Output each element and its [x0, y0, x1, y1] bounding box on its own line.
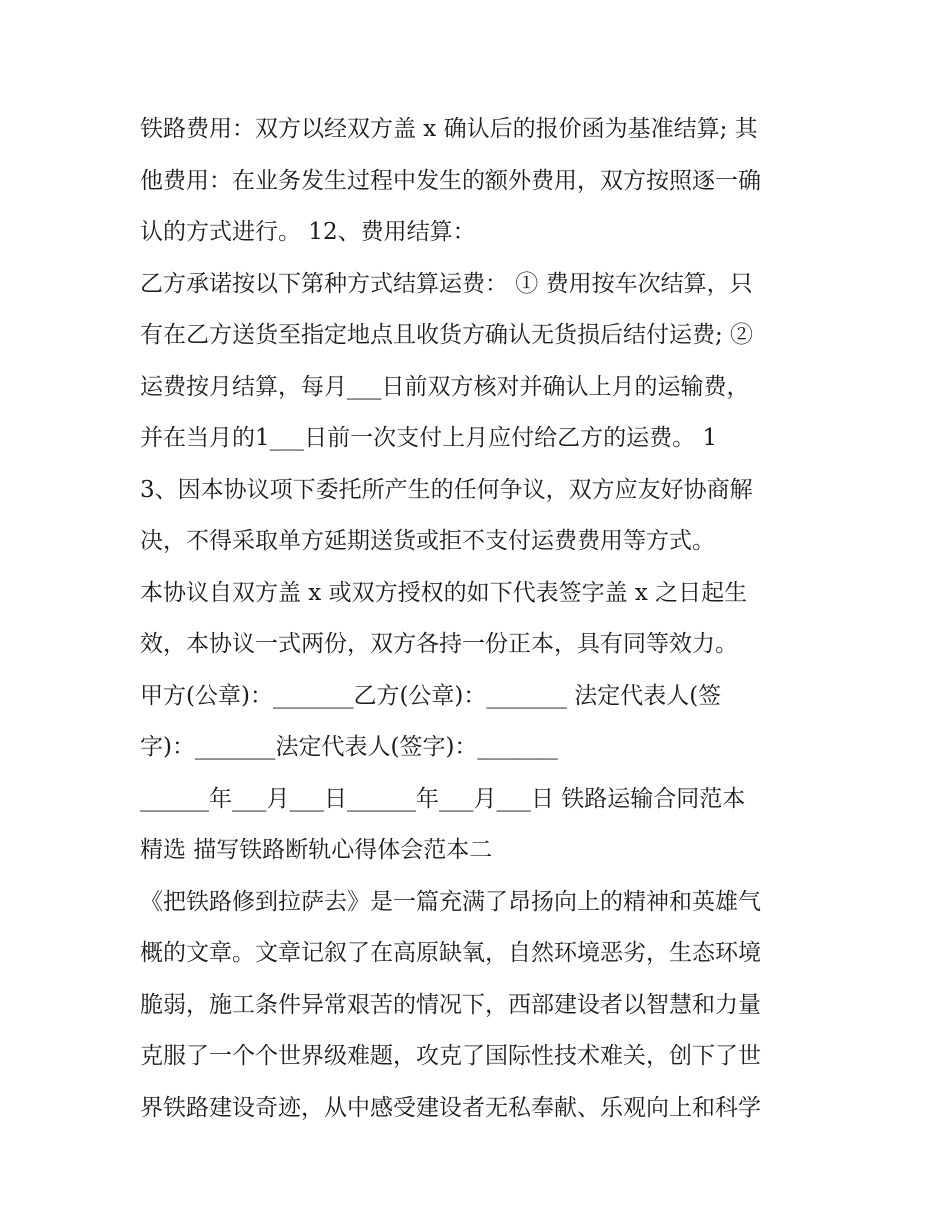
text-line-2: 他费用：在业务发生过程中发生的额外费用，双方按照逐一确 [140, 167, 761, 194]
text-line-10: 本协议自双方盖 x 或双方授权的如下代表签字盖 x 之日起生 [140, 579, 748, 606]
text-line-20: 界铁路建设奇迹，从中感受建设者无私奉献、乐观向上和科学 [140, 1094, 761, 1121]
text-line-7: 并在当月的1___日前一次支付上月应付给乙方的运费。 1 [140, 425, 718, 451]
text-line-6: 运费按月结算，每月___日前双方核对并确认上月的运输费， [140, 373, 750, 400]
text-line-12: 甲方(公章)：_______乙方(公章)：_______ 法定代表人(签 [140, 682, 722, 709]
document-body [140, 104, 830, 1134]
text-line-19: 克服了一个个世界级难题，攻克了国际性技术难关，创下了世 [140, 1043, 761, 1069]
text-line-11: 效，本协议一式两份，双方各持一份正本，具有同等效力。 [140, 631, 738, 657]
text-line-17: 概的文章。文章记叙了在高原缺氧，自然环境恶劣，生态环境 [140, 940, 761, 966]
text-line-5: 有在乙方送货至指定地点且收货方确认无货损后结付运费; ② [140, 322, 754, 348]
text-line-3: 认的方式进行。 12、费用结算： [140, 219, 476, 245]
text-line-13: 字)：_______法定代表人(签字)：_______ [140, 734, 558, 760]
text-line-16: 《把铁路修到拉萨去》是一篇充满了昂扬向上的精神和英雄气 [140, 888, 761, 915]
text-line-15: 精选 描写铁路断轨心得体会范本二 [140, 837, 493, 863]
text-line-18: 脆弱，施工条件异常艰苦的情况下，西部建设者以智慧和力量 [140, 991, 761, 1018]
text-line-4: 乙方承诺按以下第种方式结算运费： ① 费用按车次结算，只 [140, 270, 753, 297]
text-line-14: ______年___月___日______年___月___日 铁路运输合同范本 [140, 785, 746, 812]
text-line-9: 决，不得采取单方延期送货或拒不支付运费费用等方式。 [140, 528, 715, 554]
text-line-8: 3、因本协议项下委托所产生的任何争议，双方应友好协商解 [140, 476, 753, 503]
text-line-1: 铁路费用：双方以经双方盖 x 确认后的报价函为基准结算; 其 [140, 116, 758, 142]
